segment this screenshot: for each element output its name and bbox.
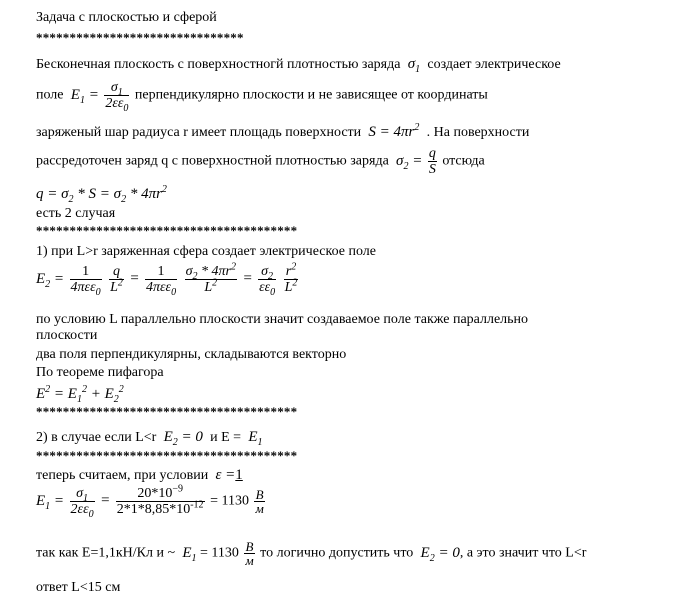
- paragraph-11: По теореме пифагора: [36, 365, 164, 380]
- formula-E2: $E_2$ = $\frac{1}{4\pi\varepsilon\varepsilon_0}$ $\frac{q}{L^2}$ = $\frac{1}{4\pi\varepsilon\varepsilon_0}$ $\frac{\sigma_2 * 4\pi r^2}{L^2}$ = $\frac{\sigma_2}{\varepsilon\varepsilon_0}$ $\frac{r^2}{L^2}$: [36, 261, 298, 298]
- separator: ***************************************: [36, 448, 298, 463]
- paragraph-3-tail: . На поверхности: [426, 125, 530, 140]
- formula-pythagoras: $E^2 = E_1^2 + E_2^2$: [36, 384, 124, 405]
- paragraph-16-tail: , а это значит что L<r: [459, 545, 587, 561]
- separator: ***************************************: [36, 223, 298, 238]
- paragraph-2-tail: перпендикулярно плоскости и не зависящее от координаты: [134, 87, 488, 103]
- paragraph-10: два поля перпендикулярны, складываются векторно: [36, 347, 347, 362]
- paragraph-16-pre: так как E=1,1кН/Кл и ~: [36, 545, 176, 561]
- paragraph-9: плоскости: [36, 328, 98, 343]
- formula-E2-zero-2: $E_2 = 0$: [416, 544, 460, 564]
- paragraph-14: [36, 467, 243, 484]
- separator: ***************************************: [36, 404, 298, 419]
- paragraph-2: [36, 80, 488, 114]
- paragraph-14-pre: теперь считаем, при условии: [36, 468, 209, 483]
- formula-E2-zero: $E_2 = 0$: [159, 429, 207, 448]
- paragraph-8: по условию L параллельно плоскости значит создаваемое поле также параллельно: [36, 312, 529, 327]
- formula-eps: ε =1: [211, 467, 243, 483]
- paragraph-4-text: рассредоточен заряд q с поверхностной плотностью заряда: [36, 153, 389, 169]
- formula-sigma1: $\sigma_1$: [403, 56, 421, 75]
- formula-sigma2: $\sigma_2$ =: [392, 152, 423, 172]
- answer: ответ L<15 см: [36, 580, 121, 595]
- formula-unit: $\frac{В}{м}$: [245, 539, 254, 568]
- formula-E1-1130: $E_1$: [178, 544, 197, 564]
- case-2: [36, 429, 262, 446]
- paragraph-3-text: заряженый шар радиуса r имеет площадь поверхности: [36, 125, 362, 140]
- formula-E1-ref: $E_1$: [244, 429, 263, 448]
- paragraph-16-mid: то логично допустить что: [260, 545, 414, 561]
- case-1: 1) при L>r заряженная сфера создает электрическое поле: [36, 244, 376, 259]
- formula-q: $q = \sigma_2 * S = \sigma_2 * 4\pi r^2$: [36, 184, 167, 205]
- paragraph-4-tail: отсюда: [442, 153, 485, 169]
- title: Задача с плоскостью и сферой: [36, 10, 217, 25]
- paragraph-3: [36, 124, 529, 141]
- separator: *******************************: [36, 30, 244, 45]
- paragraph-1: [36, 56, 561, 73]
- formula-E1-value: $E_1$ = $\frac{\sigma_1}{2\varepsilon\varepsilon_0}$ = $\frac{20*10^{-9}}{2*1*8,85*10^{-12}}$ = 1130 $\frac{В}{м}$: [36, 483, 264, 520]
- case-2-mid: и E =: [210, 430, 242, 445]
- formula-S: $S = 4\pi r^2$: [364, 122, 420, 140]
- formula-fraction-E1: $\frac{\sigma_1}{2\varepsilon\varepsilon_0}$: [105, 80, 129, 114]
- paragraph-1-tail: создает электрическое: [427, 57, 561, 72]
- formula-E1: $E_1$ =: [67, 86, 99, 106]
- paragraph-cases: есть 2 случая: [36, 206, 116, 221]
- paragraph-4: [36, 146, 485, 177]
- case-2-pre: 2) в случае если L<r: [36, 430, 157, 445]
- paragraph-16: так как E=1,1кН/Кл и ~ $E_1 = 1130$ $\frac{В}{м}$ то логично допустить что $E_2 = 0$, а это значит что L<r: [36, 539, 587, 568]
- paragraph-2-pre: поле: [36, 87, 64, 103]
- paragraph-1-text: Бесконечная плоскость с поверхностногй плотностью заряда: [36, 57, 401, 72]
- formula-fraction-q-S: $\frac{q}{S}$: [428, 146, 436, 177]
